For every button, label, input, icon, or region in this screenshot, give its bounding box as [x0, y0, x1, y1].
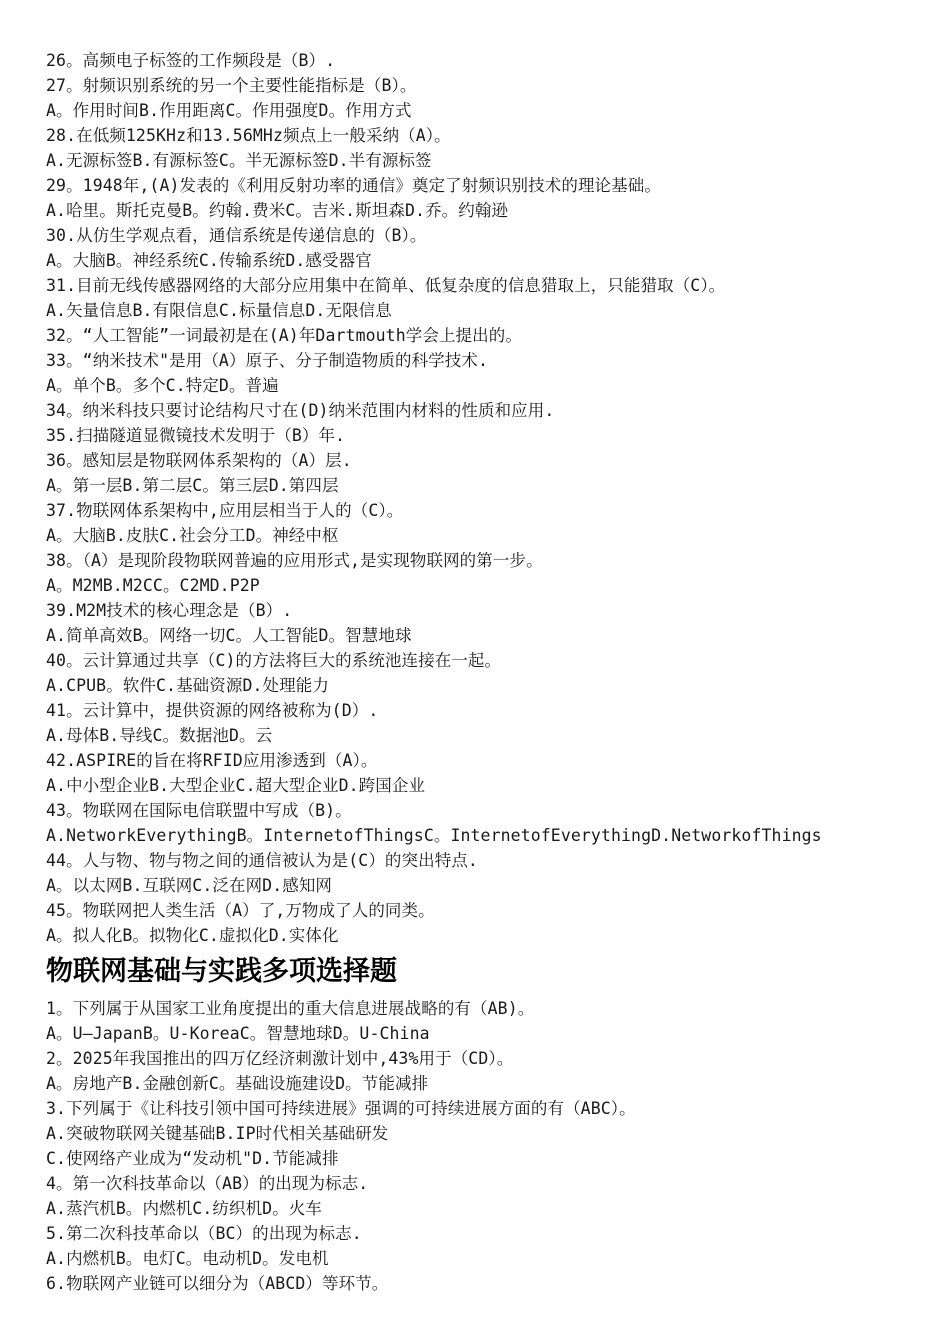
- text-line: 41。云计算中，提供资源的网络被称为(D）.: [46, 701, 379, 720]
- text-line: 43。物联网在国际电信联盟中写成（B)。: [46, 801, 352, 820]
- text-line: A。作用时间B.作用距离C。作用强度D。作用方式: [46, 101, 412, 120]
- text-line: 40。云计算通过共享（C)的方法将巨大的系统池连接在一起。: [46, 651, 502, 670]
- text-line: 3.下列属于《让科技引领中国可持续进展》强调的可持续进展方面的有（ABC）。: [46, 1099, 636, 1118]
- text-line: A。拟人化B。拟物化C.虚拟化D.实体化: [46, 926, 339, 945]
- text-line: 2。2025年我国推出的四万亿经济刺激计划中,43%用于（CD）。: [46, 1049, 514, 1068]
- text-line: A。大脑B.皮肤C.社会分工D。神经中枢: [46, 526, 339, 545]
- text-line: 30.从仿生学观点看，通信系统是传递信息的（B）。: [46, 226, 427, 245]
- text-line: 36。感知层是物联网体系架构的（A）层.: [46, 451, 352, 470]
- text-line: A.内燃机B。电灯C。电动机D。发电机: [46, 1249, 329, 1268]
- text-line: 44。人与物、物与物之间的通信被认为是(C）的突出特点.: [46, 851, 478, 870]
- text-line: A.CPUB。软件C.基础资源D.处理能力: [46, 676, 329, 695]
- text-line: A。房地产B.金融创新C。基础设施建设D。节能减排: [46, 1074, 429, 1093]
- text-line: A.简单高效B。网络一切C。人工智能D。智慧地球: [46, 626, 412, 645]
- text-line: 42.ASPIRE的旨在将RFID应用渗透到（A）。: [46, 751, 378, 770]
- text-line: 45。物联网把人类生活（A）了,万物成了人的同类。: [46, 901, 435, 920]
- text-line: A。单个B。多个C.特定D。普遍: [46, 376, 279, 395]
- text-line: 28.在低频125KHz和13.56MHz频点上一般采纳（A）。: [46, 126, 451, 145]
- multiple-choice-section: [46, 996, 950, 1296]
- text-line: A.中小型企业B.大型企业C.超大型企业D.跨国企业: [46, 776, 426, 795]
- section-heading: 物联网基础与实践多项选择题: [46, 956, 397, 987]
- text-line: 31.目前无线传感器网络的大部分应用集中在简单、低复杂度的信息猎取上，只能猎取（C）。: [46, 276, 726, 295]
- text-line: A.无源标签B.有源标签C。半无源标签D.半有源标签: [46, 151, 432, 170]
- text-line: 27。射频识别系统的另一个主要性能指标是（B）。: [46, 76, 417, 95]
- text-line: A。以太网B.互联网C.泛在网D.感知网: [46, 876, 333, 895]
- text-line: 26。高频电子标签的工作频段是（B）.: [46, 51, 336, 70]
- text-line: 33。“纳米技术"是用（A）原子、分子制造物质的科学技术.: [46, 351, 489, 370]
- text-line: A。U—JapanB。U-KoreaC。智慧地球D。U-China: [46, 1024, 430, 1043]
- text-line: 38。（A）是现阶段物联网普遍的应用形式,是实现物联网的第一步。: [46, 551, 543, 570]
- text-line: A。大脑B。神经系统C.传输系统D.感受器官: [46, 251, 372, 270]
- text-line: A.哈里。斯托克曼B。约翰.费米C。吉米.斯坦森D.乔。约翰逊: [46, 201, 509, 220]
- text-line: 32。“人工智能”一词最初是在(A)年Dartmouth学会上提出的。: [46, 326, 522, 345]
- text-line: 37.物联网体系架构中,应用层相当于人的（C）。: [46, 501, 404, 520]
- text-line: A.蒸汽机B。内燃机C.纺织机D。火车: [46, 1199, 323, 1218]
- text-line: 4。第一次科技革命以（AB）的出现为标志.: [46, 1174, 369, 1193]
- text-line: 29。1948年,(A)发表的《利用反射功率的通信》奠定了射频识别技术的理论基础。: [46, 176, 661, 195]
- text-line: 34。纳米科技只要讨论结构尺寸在(D)纳米范围内材料的性质和应用.: [46, 401, 555, 420]
- text-line: 1。下列属于从国家工业角度提出的重大信息进展战略的有（AB)。: [46, 999, 535, 1018]
- document-page: [46, 48, 950, 1296]
- text-line: A.母体B.导线C。数据池D。云: [46, 726, 273, 745]
- text-line: A。第一层B.第二层C。第三层D.第四层: [46, 476, 339, 495]
- text-line: 6.物联网产业链可以细分为（ABCD）等环节。: [46, 1274, 389, 1293]
- text-line: 35.扫描隧道显微镜技术发明于（B）年.: [46, 426, 346, 445]
- text-line: A。M2MB.M2CC。C2MD.P2P: [46, 576, 260, 595]
- text-line: A.NetworkEverythingB。InternetofThingsC。InternetofEverythingD.NetworkofThings: [46, 826, 822, 845]
- text-line: 5.第二次科技革命以（BC）的出现为标志.: [46, 1224, 362, 1243]
- text-line: A.矢量信息B.有限信息C.标量信息D.无限信息: [46, 301, 392, 320]
- text-line: C.使网络产业成为“发动机"D.节能减排: [46, 1149, 339, 1168]
- text-line: A.突破物联网关键基础B.IP时代相关基础研发: [46, 1124, 389, 1143]
- text-line: 39.M2M技术的核心理念是（B）.: [46, 601, 293, 620]
- single-choice-section: [46, 48, 950, 948]
